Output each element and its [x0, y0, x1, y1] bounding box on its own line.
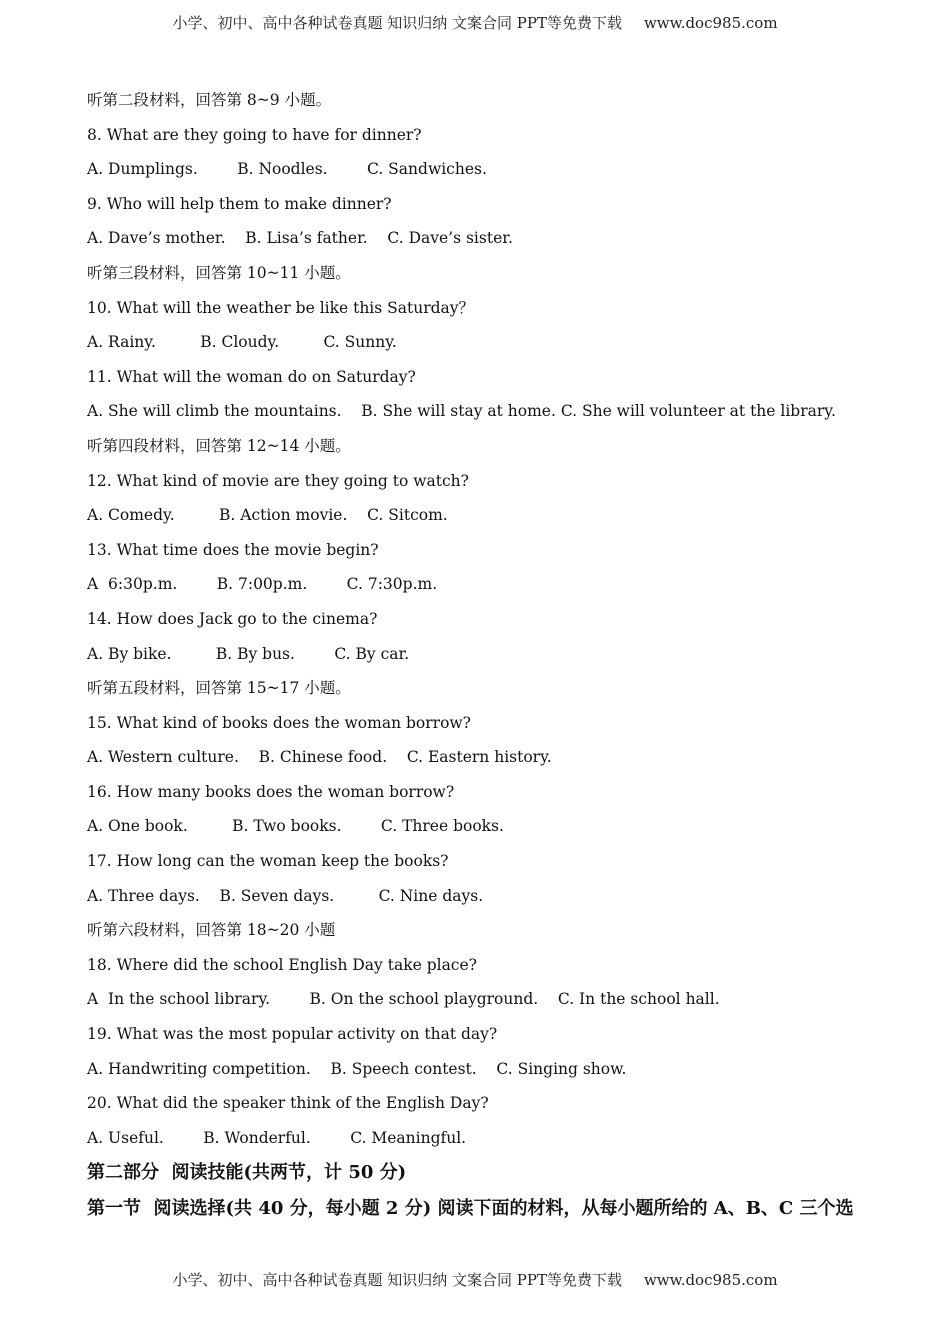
text-line: A. Western culture. B. Chinese food. C. Eastern history.	[87, 748, 552, 767]
subsection-title: 第一节 阅读选择(共 40 分，每小题 2 分) 阅读下面的材料，从每小题所给的 A、B、C 三个选	[87, 1198, 854, 1220]
text-line: 听第二段材料，回答第 8~9 小题。	[87, 91, 332, 109]
text-line: 16. How many books does the woman borrow?	[87, 782, 455, 801]
text-line: A. She will climb the mountains. B. She will stay at home. C. She will volunteer at the library.	[87, 402, 836, 421]
text-line: A. Comedy. B. Action movie. C. Sitcom.	[87, 506, 448, 525]
text-line: A. Handwriting competition. B. Speech contest. C. Singing show.	[87, 1059, 627, 1078]
footer-url[interactable]: www.doc985.com	[643, 1271, 778, 1289]
text-line: A. One book. B. Two books. C. Three books.	[87, 817, 504, 836]
text-line: 19. What was the most popular activity on that day?	[87, 1025, 498, 1044]
text-line: 听第三段材料，回答第 10~11 小题。	[87, 263, 351, 282]
text-line: A. Useful. B. Wonderful. C. Meaningful.	[87, 1128, 467, 1147]
page-header	[0, 12, 950, 33]
header-text: 小学、初中、高中各种试卷真题 知识归纳 文案合同 PPT等免费下载	[172, 14, 622, 32]
section-title: 第二部分 阅读技能(共两节，计 50 分)	[87, 1162, 407, 1184]
text-line: 18. Where did the school English Day take place?	[87, 955, 477, 974]
text-line: A. Rainy. B. Cloudy. C. Sunny.	[87, 333, 397, 352]
text-line: 8. What are they going to have for dinner?	[87, 125, 422, 144]
header-url[interactable]: www.doc985.com	[643, 14, 778, 32]
document-body	[87, 87, 877, 1231]
text-line: 听第六段材料，回答第 18~20 小题	[87, 921, 336, 940]
text-line: 听第五段材料，回答第 15~17 小题。	[87, 679, 351, 698]
text-line: 17. How long can the woman keep the books?	[87, 852, 449, 871]
page-footer	[0, 1269, 950, 1290]
text-line: 9. Who will help them to make dinner?	[87, 194, 392, 213]
footer-text: 小学、初中、高中各种试卷真题 知识归纳 文案合同 PPT等免费下载	[172, 1271, 622, 1289]
text-line: 听第四段材料，回答第 12~14 小题。	[87, 436, 351, 455]
text-line: A. Dave’s mother. B. Lisa’s father. C. Dave’s sister.	[87, 229, 513, 248]
text-line: A. Three days. B. Seven days. C. Nine days.	[87, 886, 484, 905]
text-line: 11. What will the woman do on Saturday?	[87, 367, 416, 386]
text-line: A. Dumplings. B. Noodles. C. Sandwiches.	[87, 160, 487, 179]
text-line: 13. What time does the movie begin?	[87, 540, 379, 559]
text-line: 15. What kind of books does the woman borrow?	[87, 713, 471, 732]
text-line: 10. What will the weather be like this Saturday？	[87, 298, 475, 317]
text-line: A 6:30p.m. B. 7:00p.m. C. 7:30p.m.	[87, 575, 438, 594]
text-line: A In the school library. B. On the school playground. C. In the school hall.	[87, 990, 720, 1009]
text-line: 20. What did the speaker think of the English Day?	[87, 1094, 489, 1113]
text-line: 14. How does Jack go to the cinema?	[87, 609, 378, 628]
text-line: A. By bike. B. By bus. C. By car.	[87, 644, 410, 663]
text-line: 12. What kind of movie are they going to watch?	[87, 471, 469, 490]
